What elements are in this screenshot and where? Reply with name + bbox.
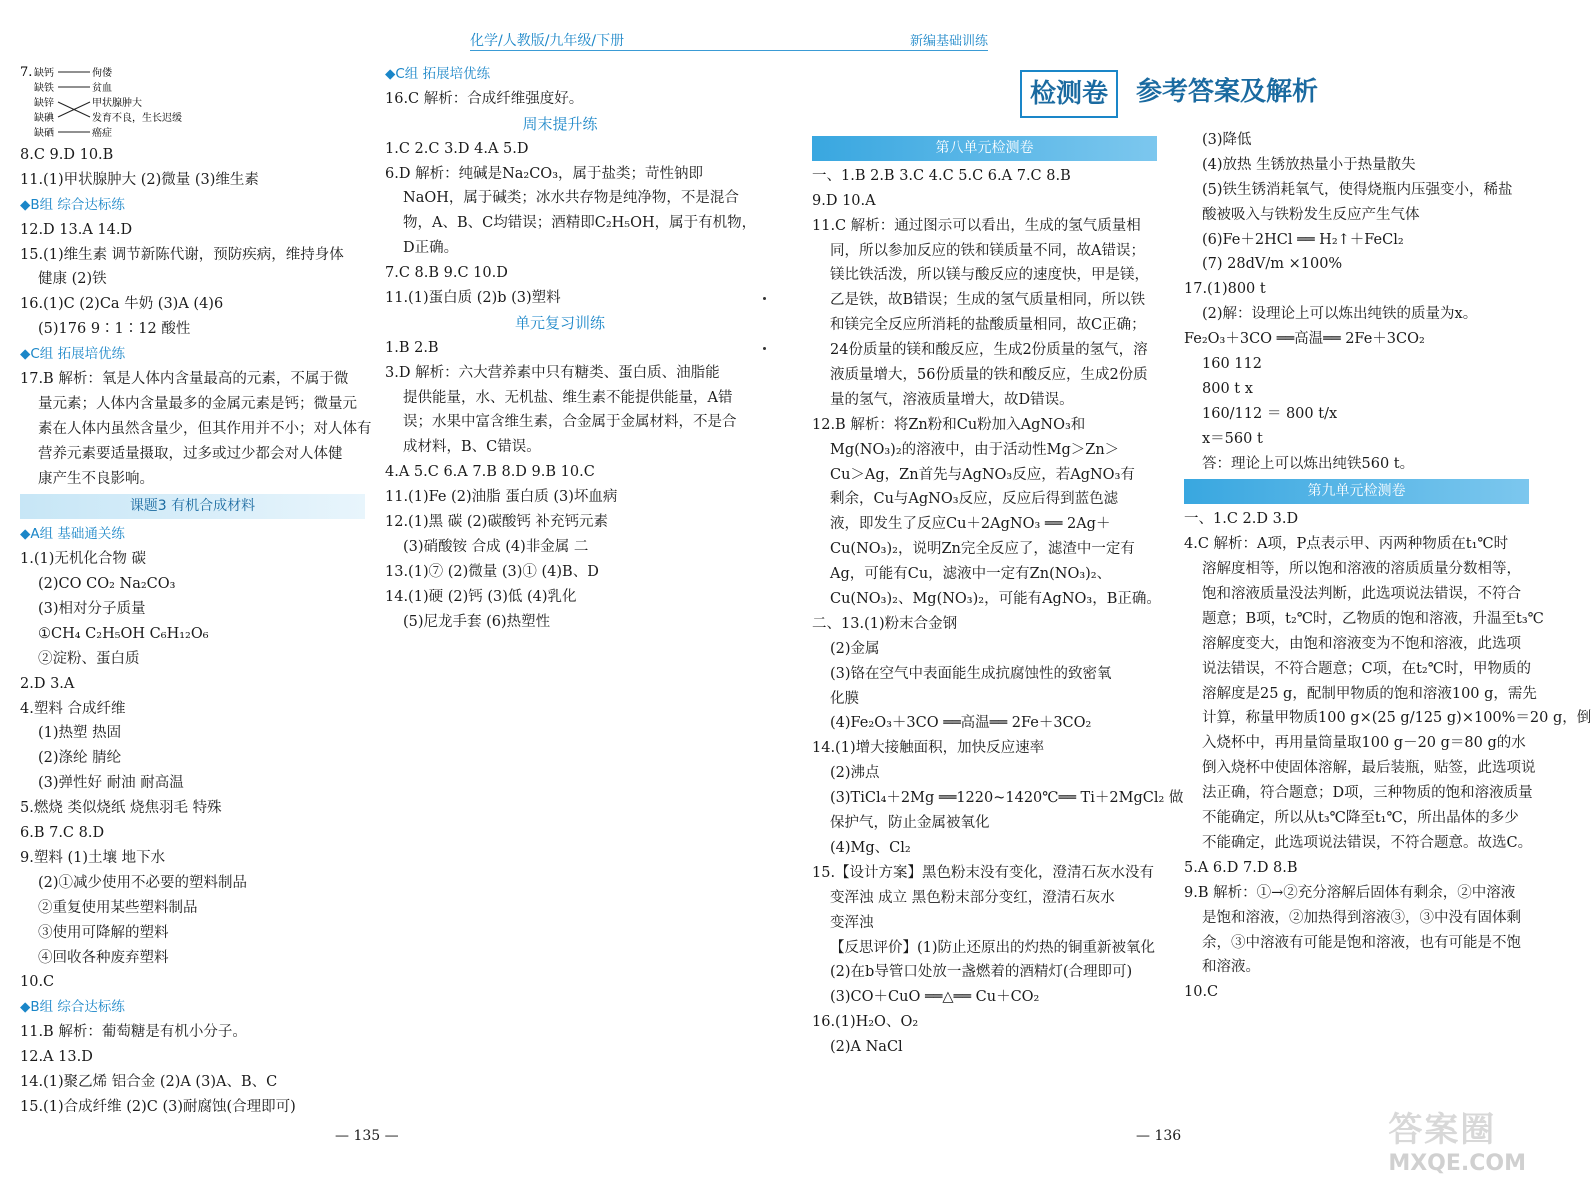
answer-line: 160 112	[1202, 356, 1262, 373]
answer-line: (4)Fe₂O₃＋3CO ══高温══ 2Fe＋3CO₂	[830, 715, 1092, 732]
answer-line: 康产生不良影响。	[38, 470, 154, 487]
answer-line: 和溶液。	[1202, 959, 1260, 976]
answer-line: 12.(1)黑 碳 (2)碳酸钙 补充钙元素	[385, 514, 608, 531]
group-heading: ◆C组 拓展培优练	[20, 346, 126, 363]
answer-line: 溶解度是25 g，配制甲物质的饱和溶液100 g，需先	[1202, 685, 1537, 702]
answer-line: 14.(1)聚乙烯 铝合金 (2)A (3)A、B、C	[20, 1073, 278, 1090]
answer-column-3	[812, 133, 1184, 1060]
answer-line: 液质量增大，56份质量的铁和酸反应，生成2份质	[830, 367, 1148, 384]
answer-line: (5)尼龙手套 (6)热塑性	[403, 613, 551, 630]
answer-line: 物，A、B、C均错误；酒精即C₂H₅OH，属于有机物，	[403, 215, 757, 232]
watermark-url: MXQE.COM	[1388, 1151, 1526, 1176]
answer-line: 乙是铁，故B错误；生成的氢气质量相同，所以铁	[830, 292, 1146, 309]
answer-line: (3)降低	[1202, 132, 1252, 148]
header-subject: 化学/人教版/九年级/下册	[470, 33, 625, 49]
page-number-right: — 136	[1136, 1128, 1182, 1144]
answer-line: 饱和溶液质量没法判断，此选项说法错误，不符合	[1202, 586, 1521, 603]
group-heading: ◆C组 拓展培优练	[385, 66, 491, 82]
match-right-item: 佝偻	[92, 68, 112, 79]
left-page	[0, 0, 768, 1188]
section-band: 课题3 有机合成材料	[20, 494, 365, 519]
answer-line: (2)CO CO₂ Na₂CO₃	[38, 576, 176, 593]
answer-line: (4)放热 生锈放热量小于热量散失	[1202, 156, 1416, 173]
answer-line: NaOH，属于碱类；冰水共存物是纯净物，不是混合	[403, 190, 739, 207]
answer-line: 15.(1)合成纤维 (2)C (3)耐腐蚀(合理即可)	[20, 1098, 296, 1115]
answer-line: 6.B 7.C 8.D	[20, 825, 105, 842]
group-heading: ◆B组 综合达标练	[20, 196, 125, 213]
answer-line: (2)解：设理论上可以炼出纯铁的质量为x。	[1202, 306, 1478, 323]
answer-line: 是饱和溶液，②加热得到溶液③，③中没有固体剩	[1202, 909, 1521, 926]
answer-line: 误；水果中富含维生素，合金属于金属材料，不是合	[403, 414, 737, 431]
match-left-item: 缺钙	[34, 68, 54, 79]
answer-line: 4.塑料 合成纤维	[20, 700, 126, 717]
answer-line: 入烧杯中，再用量筒量取100 g－20 g＝80 g的水	[1202, 735, 1526, 752]
answer-line: 同，所以参加反应的铁和镁质量不同，故A错误；	[830, 242, 1145, 259]
answer-line: (3)弹性好 耐油 耐高温	[38, 775, 184, 792]
answer-line: 溶解度相等，所以饱和溶液的溶质质量分数相等，	[1202, 561, 1521, 578]
answer-line: Mg(NO₃)₂的溶液中，由于活动性Mg＞Zn＞	[830, 441, 1120, 458]
answer-line: 11.B 解析：葡萄糖是有机小分子。	[20, 1024, 247, 1041]
answer-line: 变浑浊	[830, 914, 874, 931]
answer-line: 11.(1)Fe (2)油脂 蛋白质 (3)坏血病	[385, 489, 618, 506]
answer-line: 【反思评价】(1)防止还原出的灼热的铜重新被氧化	[830, 939, 1156, 956]
answer-line: 4.A 5.C 6.A 7.B 8.D 9.B 10.C	[385, 464, 595, 481]
match-left-item: 缺硒	[34, 128, 54, 139]
answer-line: 不能确定，所以从t₃℃降至t₁℃，所出晶体的多少	[1202, 810, 1519, 827]
title-badge: 检测卷	[1020, 70, 1118, 118]
answer-line: 营养元素要适量摄取，过多或过少都会对人体健	[38, 445, 343, 462]
match-number: 7.	[20, 65, 33, 80]
answer-line: 9.D 10.A	[812, 192, 876, 209]
answer-line: 1.C 2.C 3.D 4.A 5.D	[385, 140, 529, 157]
page-number-left: — 135 —	[335, 1128, 399, 1144]
answer-line: D正确。	[403, 240, 459, 257]
answer-line: (3)TiCl₄＋2Mg ══1220~1420℃══ Ti＋2MgCl₂ 做	[830, 790, 1184, 807]
answer-line: (2)金属	[830, 640, 880, 657]
answer-line: 16.(1)C (2)Ca 牛奶 (3)A (4)6	[20, 296, 224, 313]
answer-line: 1.B 2.B	[385, 339, 439, 356]
answer-line: 12.D 13.A 14.D	[20, 221, 133, 238]
answer-line: 3.D 解析：六大营养素中只有糖类、蛋白质、油脂能	[385, 364, 720, 381]
answer-line: Fe₂O₃＋3CO ══高温══ 2Fe＋3CO₂	[1184, 331, 1425, 348]
match-right-item: 癌症	[92, 128, 112, 139]
answer-line: 9.塑料 (1)土壤 地下水	[20, 849, 166, 866]
answer-line: 17.B 解析：氧是人体内含量最高的元素，不属于微	[20, 371, 349, 388]
answer-line: 2.D 3.A	[20, 675, 75, 692]
answer-line: 酸被吸入与铁粉发生反应产生气体	[1202, 206, 1420, 223]
answer-line: 11.C 解析：通过图示可以看出，生成的氢气质量相	[812, 217, 1141, 234]
answer-line: 15.【设计方案】黑色粉末没有变化，澄清石灰水没有	[812, 864, 1155, 881]
answer-line: 1.(1)无机化合物 碳	[20, 551, 146, 568]
answer-line: 二、13.(1)粉末合金钢	[812, 615, 958, 632]
answer-line: 8.C 9.D 10.B	[20, 147, 114, 163]
answer-line: (2)A NaCl	[830, 1039, 903, 1056]
answer-line: Cu(NO₃)₂，说明Zn完全反应了，滤渣中一定有	[830, 541, 1135, 558]
answer-line: 14.(1)硬 (2)钙 (3)低 (4)乳化	[385, 588, 577, 605]
answer-line: 和镁完全反应所消耗的盐酸质量相同，故C正确；	[830, 317, 1146, 334]
answer-line: (2)①减少使用不必要的塑料制品	[38, 874, 248, 891]
answer-line: 12.A 13.D	[20, 1049, 93, 1066]
answer-line: 量的氢气，溶液质量增大，故D错误。	[830, 391, 1074, 408]
match-left-item: 缺铁	[34, 83, 54, 94]
answer-line: 24份质量的镁和酸反应，生成2份质量的氢气，溶	[830, 342, 1148, 359]
answer-line: 160/112 ＝ 800 t/x	[1202, 405, 1338, 422]
answer-line: 余，③中溶液有可能是饱和溶液，也有可能是不饱	[1202, 934, 1521, 951]
matching-lines	[20, 62, 210, 142]
answer-line: 13.(1)⑦ (2)微量 (3)① (4)B、D	[385, 563, 599, 580]
answer-line: 5.A 6.D 7.D 8.B	[1184, 859, 1298, 876]
answer-line: ④回收各种废弃塑料	[38, 949, 169, 966]
answer-line: ②重复使用某些塑料制品	[38, 899, 198, 916]
answer-line: 答：理论上可以炼出纯铁560 t。	[1202, 455, 1415, 472]
answer-line: 10.C	[1184, 984, 1219, 1001]
header-series: 新编基础训练	[909, 34, 988, 49]
answer-line: 溶解度变大，由饱和溶液变为不饱和溶液，此选项	[1202, 635, 1521, 652]
answer-line: 9.B 解析：①→②充分溶解后固体有剩余，②中溶液	[1184, 884, 1516, 901]
answer-line: (6)Fe＋2HCl ══ H₂↑＋FeCl₂	[1202, 231, 1404, 248]
right-page	[768, 0, 1591, 1188]
match-right-item: 甲状腺肿大	[92, 98, 142, 109]
answer-line: (3)硝酸铵 合成 (4)非金属 二	[403, 538, 589, 555]
answer-line: x＝560 t	[1202, 430, 1263, 447]
section-heading: 单元复习训练	[514, 313, 605, 332]
answer-line: 液，即发生了反应Cu＋2AgNO₃ ══ 2Ag＋	[830, 516, 1111, 533]
answer-line: 法正确，符合题意；D项，三种物质的饱和溶液质量	[1202, 785, 1533, 802]
answer-line: 倒入烧杯中使固体溶解，最后装瓶，贴签，此选项说	[1202, 760, 1536, 777]
answer-line: (7) 28dV/m ×100%	[1202, 256, 1343, 273]
answer-column-4	[1184, 128, 1591, 1005]
answer-line: 量元素；人体内含量最多的金属元素是钙；微量元	[38, 395, 357, 412]
section-band: 第八单元检测卷	[812, 136, 1157, 161]
answer-line: 一、1.B 2.B 3.C 4.C 5.C 6.A 7.C 8.B	[812, 167, 1071, 184]
answer-line: 4.C 解析：A项，P点表示甲、丙两种物质在t₁℃时	[1184, 536, 1509, 553]
answer-line: 素在人体内虽然含量少，但其作用并不小；对人体有	[38, 420, 372, 437]
answer-line: 提供能量，水、无机盐、维生素不能提供能量，A错	[403, 389, 733, 406]
answer-line: 保护气，防止金属被氧化	[830, 815, 990, 832]
running-header	[470, 30, 768, 51]
match-left-item: 缺锌	[34, 98, 54, 109]
answer-line: 说法错误，不符合题意；C项，在t₂℃时，甲物质的	[1202, 660, 1531, 677]
answer-line: 7.C 8.B 9.C 10.D	[385, 265, 508, 282]
answer-line: 14.(1)增大接触面积，加快反应速率	[812, 740, 1045, 757]
watermark-main: 答案圈	[1388, 1110, 1497, 1150]
answer-line: 800 t x	[1202, 380, 1253, 397]
answer-line: ②淀粉、蛋白质	[38, 650, 140, 667]
answer-line: (1)热塑 热固	[38, 725, 122, 742]
match-right-item: 发育不良，生长迟缓	[92, 113, 182, 124]
group-heading: ◆A组 基础通关练	[20, 526, 125, 543]
answer-line: (5)176 9∶1∶12 酸性	[38, 321, 191, 338]
running-header-series	[768, 30, 988, 51]
answer-line: 6.D 解析：纯碱是Na₂CO₃，属于盐类；苛性钠即	[385, 165, 704, 182]
answer-line: 11.(1)甲状腺肿大 (2)微量 (3)维生素	[20, 171, 259, 188]
match-left-item: 缺碘	[34, 113, 54, 124]
answer-line: 一、1.C 2.D 3.D	[1184, 511, 1299, 528]
answer-line: 不能确定，此选项说法错误，不符合题意。故选C。	[1202, 834, 1533, 851]
answer-line: 变浑浊 成立 黑色粉末部分变红，澄清石灰水	[830, 889, 1115, 906]
answer-line: ③使用可降解的塑料	[38, 924, 169, 941]
answer-line: 16.(1)H₂O、O₂	[812, 1014, 919, 1031]
answer-line: 题意；B项，t₂℃时，乙物质的饱和溶液，升温至t₃℃	[1202, 610, 1544, 627]
answer-line: 16.C 解析：合成纤维强度好。	[385, 90, 584, 107]
answer-line: ①CH₄ C₂H₅OH C₆H₁₂O₆	[38, 625, 209, 642]
section-band: 第九单元检测卷	[1184, 479, 1529, 504]
answer-line: 12.B 解析：将Zn粉和Cu粉加入AgNO₃和	[812, 416, 1086, 433]
answer-line: 17.(1)800 t	[1184, 281, 1266, 298]
answer-line: (2)在b导管口处放一盏燃着的酒精灯(合理即可)	[830, 964, 1133, 981]
answer-line: (3)铬在空气中表面能生成抗腐蚀性的致密氧	[830, 665, 1112, 682]
answer-line: (3)CO＋CuO ══△══ Cu＋CO₂	[830, 989, 1040, 1006]
answer-line: 化膜	[830, 690, 859, 707]
answer-line: Cu(NO₃)₂、Mg(NO₃)₂，可能有AgNO₃，B正确。	[830, 591, 1161, 608]
answer-line: Cu＞Ag，Zn首先与AgNO₃反应，若AgNO₃有	[830, 466, 1135, 483]
answer-line: (2)涤纶 腈纶	[38, 750, 122, 767]
page-title: 参考答案及解析	[1136, 77, 1319, 107]
answer-line: (5)铁生锈消耗氧气，使得烧瓶内压强变小，稀盐	[1202, 181, 1513, 198]
answer-line: 成材料，B、C错误。	[403, 439, 541, 456]
answer-line: 剩余，Cu与AgNO₃反应，反应后得到蓝色滤	[830, 491, 1119, 508]
answer-line: (3)相对分子质量	[38, 601, 146, 618]
answer-line: Ag，可能有Cu，滤液中一定有Zn(NO₃)₂、	[830, 566, 1112, 583]
answer-line: 镁比铁活泼，所以镁与酸反应的速度快，甲是镁，	[830, 267, 1149, 284]
matching-diagram	[20, 62, 210, 146]
match-right-item: 贫血	[92, 83, 112, 94]
answer-line: 计算，称量甲物质100 g×(25 g/125 g)×100%＝20 g，倒	[1202, 710, 1591, 727]
section-heading: 周末提升练	[522, 114, 598, 133]
group-heading: ◆B组 综合达标练	[20, 999, 125, 1016]
answer-line: 10.C	[20, 974, 55, 991]
watermark	[1388, 1102, 1526, 1176]
answer-line: 15.(1)维生素 调节新陈代谢，预防疾病，维持身体	[20, 246, 344, 263]
answer-line: 健康 (2)铁	[38, 271, 107, 288]
answer-line: (4)Mg、Cl₂	[830, 839, 911, 856]
answer-line: (2)沸点	[830, 765, 880, 782]
answer-column-1	[20, 143, 372, 1120]
answer-line: 11.(1)蛋白质 (2)b (3)塑料	[385, 290, 561, 307]
answer-column-2	[385, 62, 757, 634]
answer-line: 5.燃烧 类似烧纸 烧焦羽毛 特殊	[20, 800, 222, 817]
